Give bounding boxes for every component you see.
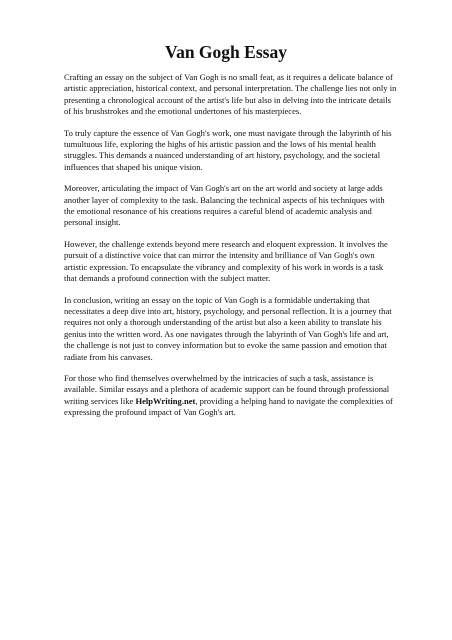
paragraph-line: of his brushstrokes and the emotional undertones of his masterpieces. — [64, 106, 302, 117]
document-title: Van Gogh Essay — [165, 42, 287, 62]
paragraph-line: Moreover, articulating the impact of Van Gogh's art on the art world and society at large adds — [64, 183, 383, 194]
paragraph-line: However, the challenge extends beyond mere research and eloquent expression. It involves the — [64, 238, 388, 249]
paragraph-line: the challenge is not just to convey information but to evoke the same passion and emotion that — [64, 340, 387, 351]
paragraph-line: pursuit of a distinctive voice that can mirror the intensity and brilliance of Van Gogh's own — [64, 250, 375, 261]
paragraph-4 — [64, 239, 392, 285]
paragraph-line: For those who find themselves overwhelmed by the intricacies of such a task, assistance is — [64, 372, 374, 383]
paragraph-1 — [64, 72, 397, 118]
paragraph-line: necessitates a deep dive into art, history, psychology, and personal reflection. It is a journey that — [64, 305, 392, 316]
paragraph-line: Crafting an essay on the subject of Van Gogh is no small feat, as it requires a delicate balance of — [64, 72, 393, 82]
text-before-link: writing services like — [64, 395, 136, 406]
paragraph-line: influences that shaped his unique vision. — [64, 161, 203, 172]
paragraph-line: another layer of complexity to the task. Balancing the technical aspects of his techniques with — [64, 194, 385, 205]
paragraph-line: that demands a profound connection with the subject matter. — [64, 273, 271, 284]
paragraph-line: tumultuous life, exploring the highs of his artistic passion and the lows of his mental health — [64, 139, 376, 150]
paragraph-3 — [64, 183, 392, 229]
paragraph-line-with-link — [64, 396, 392, 407]
document-body — [64, 72, 397, 429]
helpwriting-link[interactable]: HelpWriting.net — [135, 395, 196, 406]
paragraph-6 — [64, 373, 392, 419]
paragraph-line: personal insight. — [64, 217, 121, 228]
paragraph-line: expressing the profound impact of Van Gogh's art. — [64, 407, 236, 418]
paragraph-line: To truly capture the essence of Van Gogh's work, one must navigate through the labyrinth of his — [64, 127, 392, 138]
paragraph-line: In conclusion, writing an essay on the topic of Van Gogh is a formidable undertaking that — [64, 294, 370, 305]
text-after-link: , providing a helping hand to navigate the complexities of — [195, 395, 393, 406]
paragraph-line: radiate from his canvases. — [64, 351, 153, 362]
paragraph-line: available. Similar essays and a plethora of academic support can be found through professional — [64, 384, 390, 395]
paragraph-2 — [64, 128, 392, 174]
paragraph-line: artistic appreciation, historical context, and personal interpretation. The challenge lies not only in — [64, 83, 397, 94]
paragraph-line: presenting a chronological account of the artist's life but also in delving into the intricate details — [64, 94, 391, 105]
paragraph-5 — [64, 295, 392, 363]
paragraph-line: requires not only a thorough understanding of the artist but also a keen ability to translate his — [64, 317, 382, 328]
paragraph-line: artistic expression. To encapsulate the vibrancy and complexity of his work in words is a task — [64, 261, 384, 272]
paragraph-line: genius into the written word. As one navigates through the labyrinth of Van Gogh's life and art, — [64, 328, 389, 339]
paragraph-line: struggles. This demands a nuanced understanding of art history, psychology, and the societal — [64, 150, 381, 161]
paragraph-line: the emotional resonance of his creations requires a careful blend of academic analysis and — [64, 206, 372, 217]
